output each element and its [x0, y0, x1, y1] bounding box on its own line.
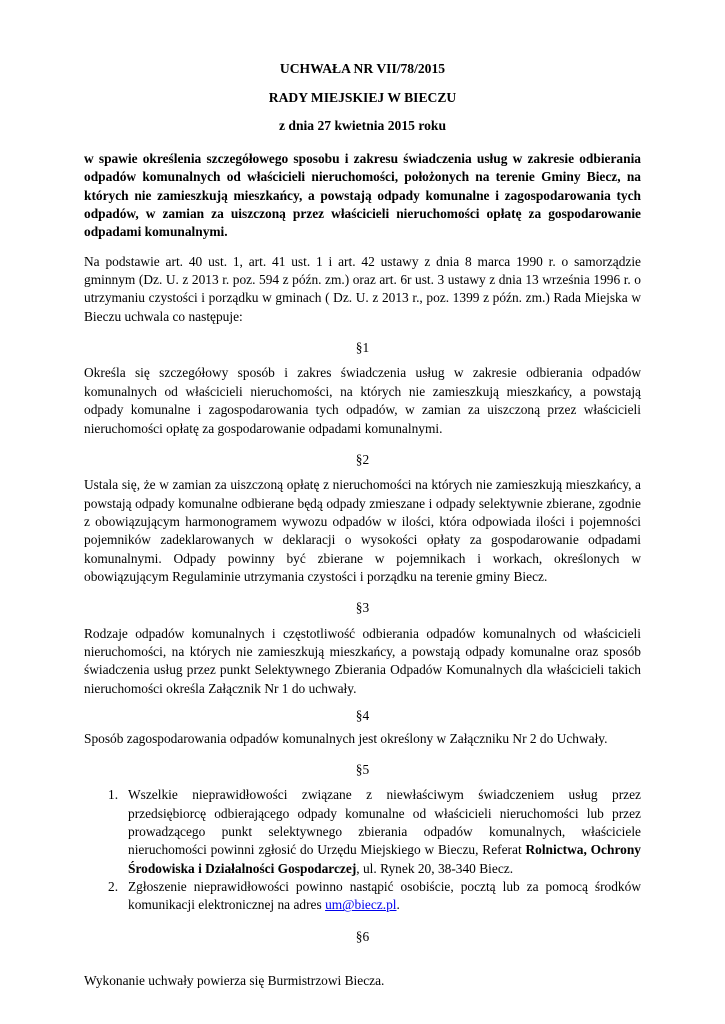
email-link[interactable]: um@biecz.pl: [325, 897, 397, 913]
document-subject: w spawie określenia szczegółowego sposobu i zakresu świadczenia usług w zakresie odbierania odpadów komunalnych od właścicieli nieruchomości, położonych na terenie Gminy Biecz, na których nie zamieszkują mieszkańcy, a powstają odpady komunalne i zagospodarowania tych odpadów, w zamian za uiszczoną przez właścicieli nieruchomości opłatę za gospodarowanie odpadami komunalnymi.: [84, 150, 641, 240]
section-3-mark: §3: [355, 600, 370, 616]
list-item-1-bold-segment: Rolnictwa, Ochrony Środowiska i Działalności Gospodarczej: [128, 842, 641, 876]
section-6-mark: §6: [355, 928, 370, 944]
list-item-2-text: [128, 878, 641, 915]
list-item-1-number: 1.: [108, 787, 119, 803]
closing-text: Wykonanie uchwały powierza się Burmistrzowi Biecza.: [84, 973, 385, 989]
list-item-2-text-before: Zgłoszenie nieprawidłowości powinno nastąpić osobiście, pocztą lub za pomocą środków komunikacji elektronicznej na adres: [128, 879, 641, 913]
list-item-2-number: 2.: [108, 879, 119, 895]
list-item-2-text-after: .: [396, 897, 400, 913]
document-title-date: z dnia 27 kwietnia 2015 roku: [278, 118, 447, 134]
section-1-text: Określa się szczegółowy sposób i zakres świadczenia usług w zakresie odbierania odpadów komunalnych od właścicieli nieruchomości, na których nie zamieszkują mieszkańcy, a powstają odpady komunalne i zagospodarowania tych odpadów, w zamian za uiszczoną przez właścicieli nieruchomości opłatę za gospodarowanie odpadami komunalnymi.: [84, 365, 641, 436]
list-item-1-text: [128, 786, 641, 878]
list-item-2: [108, 878, 641, 915]
section-4-mark: §4: [355, 708, 370, 724]
section-5-mark: §5: [355, 761, 370, 777]
list-item-1-text-after: , ul. Rynek 20, 38-340 Biecz.: [356, 860, 514, 876]
legal-basis: Na podstawie art. 40 ust. 1, art. 41 ust. 1 i art. 42 ustawy z dnia 8 marca 1990 r. o samorządzie gminnym (Dz. U. z 2013 r. poz. 594 z późn. zm.) oraz art. 6r ust. 3 ustawy z dnia 13 września 1996 r. o utrzymaniu czystości i porządku w gminach ( Dz. U. z 2013 r., poz. 1399 z późn. zm.) Rada Miejska w Bieczu uchwala co następuje:: [84, 253, 641, 324]
section-2-mark: §2: [355, 451, 370, 467]
section-2-text: Ustala się, że w zamian za uiszczoną opłatę z nieruchomości na których nie zamieszkują mieszkańcy, a powstają odpady komunalne odbierane będą odpady zmieszane i odpady selektywnie zbierane, zgodnie z obowiązującym harmonogramem wywozu odpadów w ilości, która odpowiada ilości i pojemności pojemników zadeklarowanych w deklaracji o wysokości opłaty za gospodarowanie odpadami komunalnymi. Odpady powinny być zbierane w pojemnikach i workach, określonych w obowiązującym Regulaminie utrzymania czystości i porządku na terenie gminy Biecz.: [84, 477, 641, 585]
list-item-1: [108, 786, 641, 878]
list-item-1-text-before: Wszelkie nieprawidłowości związane z niewłaściwym świadczeniem usług przez przedsiębiorcę odbierającego odpady komunalne od właścicieli nieruchomości lub przez prowadzącego punkt selektywnego zbierania odpadów komunalnych, właściciele nieruchomości powinni zgłosić do Urzędu Miejskiego w Bieczu, Referat: [128, 787, 641, 858]
document-title-number: UCHWAŁA NR VII/78/2015: [279, 61, 446, 76]
section-3-text: Rodzaje odpadów komunalnych i częstotliwość odbierania odpadów komunalnych od właścicieli nieruchomości, na których nie zamieszkują mieszkańcy, a powstają odpady komunalne oraz sposób świadczenia usług przez punkt Selektywnego Zbierania Odpadów Komunalnych dla właścicieli takich nieruchomości określa Załącznik Nr 1 do uchwały.: [84, 625, 641, 696]
section-4-text: Sposób zagospodarowania odpadów komunalnych jest określony w Załączniku Nr 2 do Uchwały.: [84, 730, 608, 746]
section-1-mark: §1: [355, 340, 370, 356]
document-title-issuer: RADY MIEJSKIEJ W BIECZU: [268, 89, 457, 105]
section-5-list: [84, 786, 641, 915]
